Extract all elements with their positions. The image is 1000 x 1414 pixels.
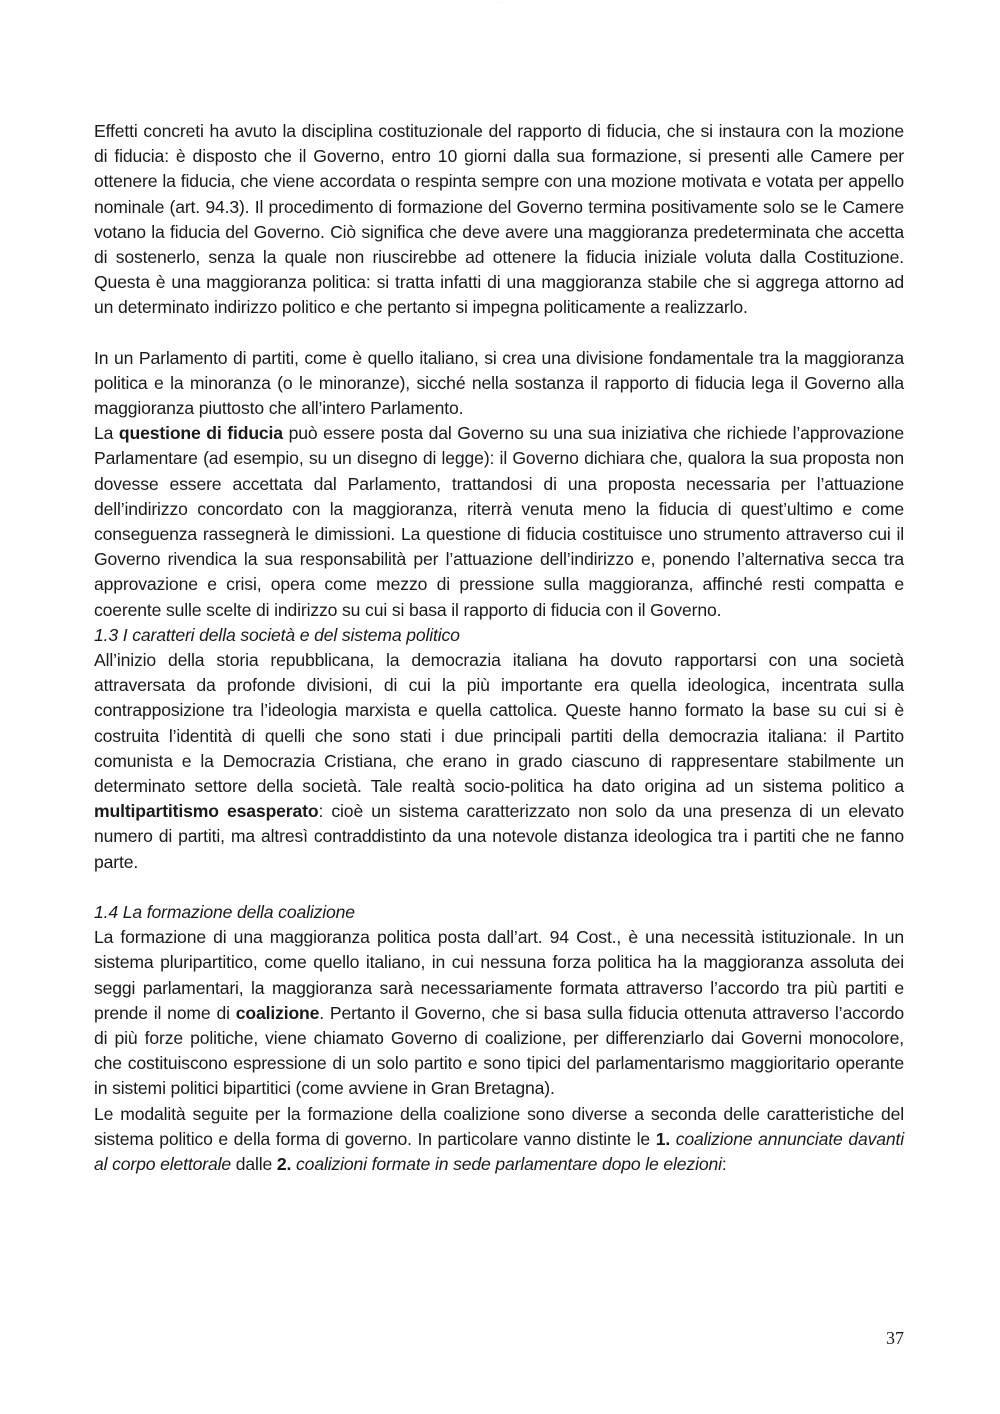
section-heading-1-3: 1.3 I caratteri della società e del sistema politico (94, 624, 460, 645)
header-watermark: ·· ·· ··· (495, 0, 505, 4)
text-run: : cioè un sistema caratterizzato non solo da una presenza di un elevato numero di partiti, ma altresì contraddistinto da una notevole distanza ideologica tra i partiti che ne fanno parte. (94, 801, 904, 872)
text-run: dalle (231, 1153, 277, 1174)
bold-term-questione-fiducia: questione di fiducia (118, 423, 283, 444)
italic-coalizione-annunciate: coalizione annunciate davanti al corpo elettorale (94, 1128, 905, 1174)
page-number: 37 (886, 1328, 904, 1348)
text-run: All’inizio della storia repubblicana, la democrazia italiana ha dovuto rapportarsi con una società attraversata da profonde divisioni, di cui la più importante era quella ideologica, incentrata sulla contrapposizione tra l’ideologia marxista e quella cattolica. Queste hanno formato la base su cui si è costruita l’identità di quelli che sono stati i due principali partiti della democrazia italiana: il Partito comunista e la Democrazia Cristiana, che erano in grado ciascuno di rappresentare stabilmente un determinato settore della società. Tale realtà socio-politica ha dato origina ad un sistema politico a (94, 650, 904, 797)
text-run: La formazione di una maggioranza politica posta dall’art. 94 Cost., è una necessità istituzionale. In un sistema pluripartitico, come quello italiano, in cui nessuna forza politica ha la maggioranza assoluta dei seggi parlamentari, la maggioranza sarà necessariamente formata attraverso l’accordo tra più partiti e prende il nome di (94, 927, 904, 1023)
document-body (94, 119, 904, 1177)
text-run: Le modalità seguite per la formazione della coalizione sono diverse a seconda delle caratteristiche del sistema politico e della forma di governo. In particolare vanno distinte le (94, 1103, 904, 1149)
paragraph-parlamento-partiti: In un Parlamento di partiti, come è quello italiano, si crea una divisione fondamentale tra la maggioranza politica e la minoranza (o le minoranze), sicché nella sostanza il rapporto di fiducia lega il Governo alla maggioranza piuttosto che all’intero Parlamento. (94, 347, 904, 419)
section-heading-1-4: 1.4 La formazione della coalizione (94, 901, 355, 922)
text-run: può essere posta dal Governo su una sua iniziativa che richiede l’approvazione Parlamentare (ad esempio, su un disegno di legge): il Governo dichiara che, qualora la sua proposta non dovesse essere accettata dal Parlamento, trattandosi di una proposta necessaria per l’attuazione dell’indirizzo concordato con la maggioranza, riterrà venuta meno la fiducia di quest’ultimo e come conseguenza rassegnerà le dimissioni. La questione di fiducia costituisce uno strumento attraverso cui il Governo rivendica la sua responsabilità per l’attuazione dell’indirizzo e, ponendo l’alternativa secca tra approvazione e crisi, opera come mezzo di pressione sulla maggioranza, affinché resti compatta e coerente sulle scelte di indirizzo su cui si basa il rapporto di fiducia con il Governo. (94, 423, 904, 620)
paragraph-modalita-coalizione (94, 1102, 904, 1178)
bold-term-coalizione: coalizione (235, 1002, 320, 1023)
paragraph-fiducia-effects: Effetti concreti ha avuto la disciplina costituzionale del rapporto di fiducia, che si instaura con la mozione di fiducia: è disposto che il Governo, entro 10 giorni dalla sua formazione, si presenti alle Camere per ottenere la fiducia, che viene accordata o respinta sempre con una mozione motivata e votata per appello nominale (art. 94.3). Il procedimento di formazione del Governo termina positivamente solo se le Camere votano la fiducia del Governo. Ciò significa che deve avere una maggioranza predeterminata che accetta di sostenerlo, senza la quale non riuscirebbe ad ottenere la fiducia iniziale voluta dalla Costituzione. Questa è una maggioranza politica: si tratta infatti di una maggioranza stabile che si aggrega attorno ad un determinato indirizzo politico e che pertanto si impegna politicamente a realizzarlo. (94, 121, 904, 318)
paragraph-formazione-coalizione (94, 925, 904, 1101)
paragraph-spacer (94, 321, 904, 346)
paragraph-questione-fiducia (94, 421, 904, 623)
text-run: . Pertanto il Governo, che si basa sulla fiducia ottenuta attraverso l’accordo di più forze politiche, viene chiamato Governo di coalizione, per differenziarlo dai Governi monocolore, che costituiscono espressione di un solo partito e sono tipici del parlamentarismo maggioritario operante in sistemi politici bipartitici (come avviene in Gran Bretagna). (94, 1002, 904, 1099)
paragraph-spacer (94, 875, 904, 900)
list-number-2: 2. (276, 1153, 292, 1174)
list-number-1: 1. (655, 1128, 671, 1149)
italic-coalizioni-parlamentari: coalizioni formate in sede parlamentare dopo le elezioni (291, 1153, 722, 1174)
bold-term-multipartitismo: multipartitismo esasperato (94, 801, 319, 822)
text-run: : (721, 1153, 727, 1174)
text-run: La (94, 423, 119, 444)
paragraph-societa-sistema-politico (94, 648, 904, 875)
